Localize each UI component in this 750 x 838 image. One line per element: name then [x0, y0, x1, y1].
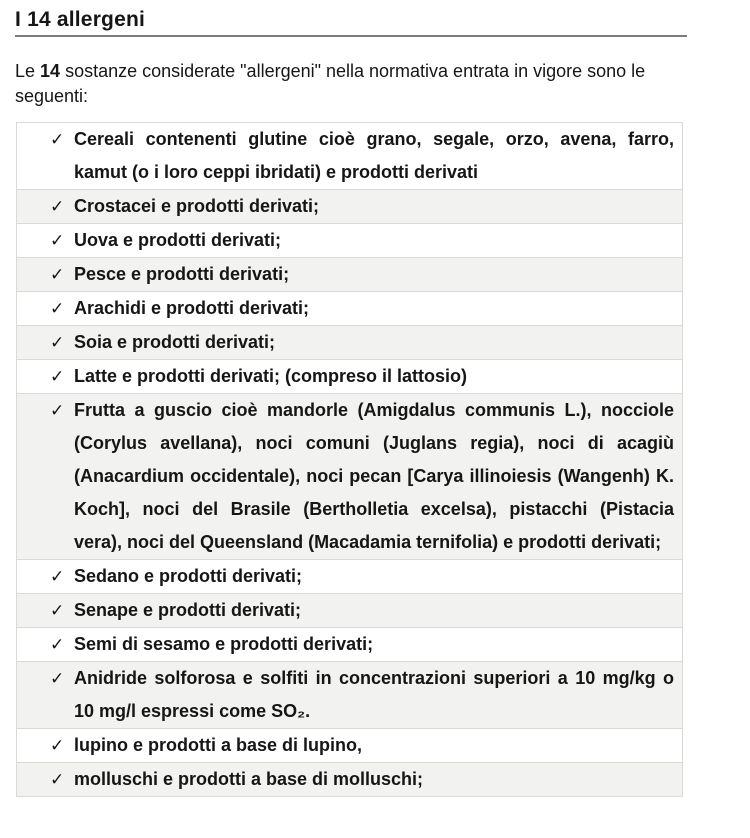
- intro-count: 14: [40, 61, 61, 81]
- allergen-item-text: Pesce e prodotti derivati;: [74, 264, 290, 284]
- check-icon: ✓: [50, 265, 65, 284]
- allergen-item-crostacei: [17, 190, 682, 224]
- check-icon: ✓: [50, 736, 65, 755]
- allergen-item-text: Anidride solforosa e solfiti in concentrazioni superiori a 10 mg/kg o 10 mg/l espressi come SO₂.: [74, 668, 674, 721]
- allergen-item-anidride-solforosa: [17, 662, 682, 729]
- allergen-item-text: Sedano e prodotti derivati;: [74, 566, 303, 586]
- intro-text-suffix: sostanze considerate "allergeni" nella normativa entrata in vigore sono le seguenti:: [15, 61, 646, 106]
- allergen-item-text: Crostacei e prodotti derivati;: [74, 196, 320, 216]
- check-icon: ✓: [50, 231, 65, 250]
- allergen-item-molluschi: [17, 763, 682, 797]
- check-icon: ✓: [50, 197, 65, 216]
- allergen-item-arachidi: [17, 292, 682, 326]
- allergen-item-text: Semi di sesamo e prodotti derivati;: [74, 634, 374, 654]
- check-icon: ✓: [50, 130, 65, 149]
- check-icon: ✓: [50, 567, 65, 586]
- allergen-item-latte: [17, 360, 682, 394]
- allergen-item-text: Frutta a guscio cioè mandorle (Amigdalus communis L.), nocciole (Corylus avellana), noci comuni (Juglans regia), noci di acagiù (Anacardium occidentale), noci pecan [Carya illinoiesis (Wangenh) K. Koch], noci del Brasile (Bertholletia excelsa), pistacchi (Pistacia vera), noci del Queensland (Macadamia ternifolia) e prodotti derivati;: [74, 400, 674, 552]
- allergen-item-text: molluschi e prodotti a base di molluschi;: [74, 769, 424, 789]
- allergen-list: [16, 122, 683, 797]
- allergen-item-pesce: [17, 258, 682, 292]
- allergen-item-sedano: [17, 560, 682, 594]
- allergen-item-uova: [17, 224, 682, 258]
- check-icon: ✓: [50, 333, 65, 352]
- check-icon: ✓: [50, 635, 65, 654]
- allergen-item-frutta-a-guscio: [17, 394, 682, 560]
- allergen-item-soia: [17, 326, 682, 360]
- intro-text-prefix: Le: [15, 61, 41, 81]
- allergen-item-text: Uova e prodotti derivati;: [74, 230, 282, 250]
- allergen-item-text: Latte e prodotti derivati; (compreso il lattosio): [74, 366, 468, 386]
- check-icon: ✓: [50, 401, 65, 420]
- check-icon: ✓: [50, 669, 65, 688]
- allergen-item-lupino: [17, 729, 682, 763]
- allergen-item-text: Cereali contenenti glutine cioè grano, segale, orzo, avena, farro, kamut (o i loro ceppi ibridati) e prodotti derivati: [74, 129, 674, 182]
- allergen-item-text: Arachidi e prodotti derivati;: [74, 298, 310, 318]
- allergen-item-sesamo: [17, 628, 682, 662]
- check-icon: ✓: [50, 770, 65, 789]
- intro-paragraph: [15, 59, 721, 109]
- allergen-item-cereali: [17, 123, 682, 190]
- page-title: I 14 allergeni: [15, 8, 146, 31]
- allergen-item-text: Soia e prodotti derivati;: [74, 332, 276, 352]
- check-icon: ✓: [50, 367, 65, 386]
- allergen-item-text: lupino e prodotti a base di lupino,: [74, 735, 362, 755]
- check-icon: ✓: [50, 299, 65, 318]
- title-rule: [15, 35, 687, 37]
- check-icon: ✓: [50, 601, 65, 620]
- allergen-item-text: Senape e prodotti derivati;: [74, 600, 302, 620]
- allergen-item-senape: [17, 594, 682, 628]
